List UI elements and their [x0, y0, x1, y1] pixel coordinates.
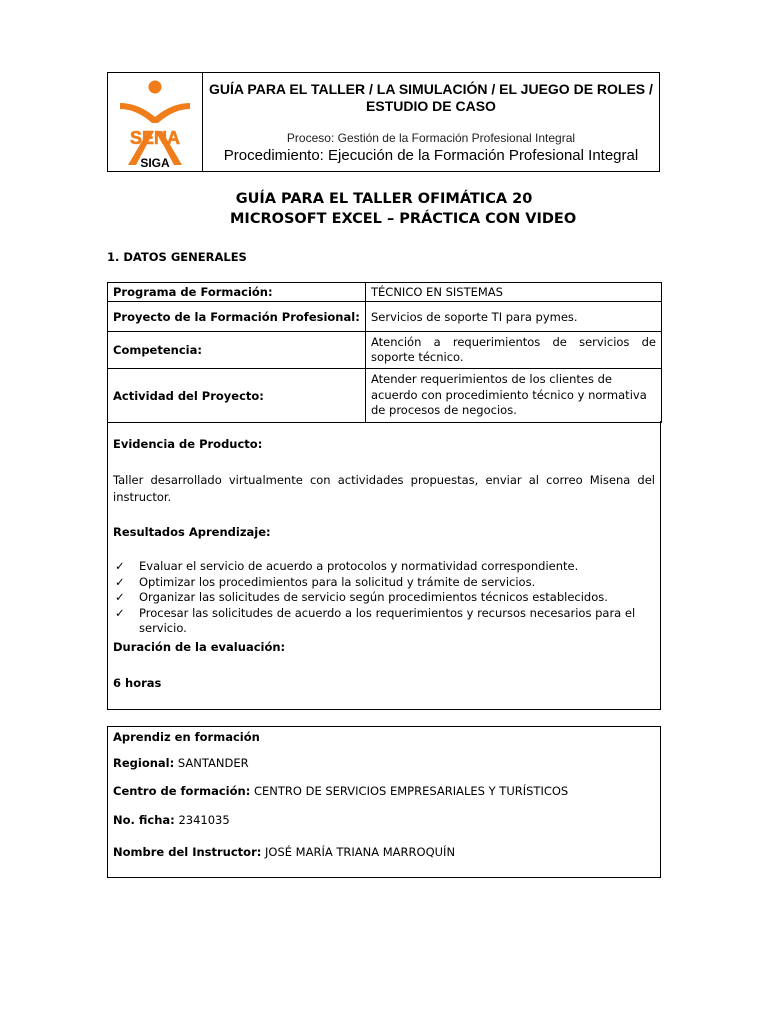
table-cell-value: Atender requerimientos de los clientes de acuerdo con procedimiento técnico y normativa de procesos de negocios. [366, 369, 662, 423]
table-cell-value: TÉCNICO EN SISTEMAS [366, 283, 662, 302]
instructor-label: Nombre del Instructor: [113, 845, 262, 859]
table-cell-value: Atención a requerimientos de servicios de soporte técnico. [366, 332, 662, 369]
doc-title-line1: GUÍA PARA EL TALLER OFIMÁTICA 20 [235, 191, 533, 207]
resultados-heading: Resultados Aprendizaje: [113, 525, 271, 539]
centro-label: Centro de formación: [113, 784, 251, 798]
duracion-heading: Duración de la evaluación: [113, 640, 286, 654]
doc-title-line2: MICROSOFT EXCEL – PRÁCTICA CON VIDEO [230, 211, 577, 227]
document-header [107, 72, 660, 172]
checkmark-icon: ✓ [115, 574, 125, 589]
table-cell-label: Actividad del Proyecto: [108, 369, 366, 423]
list-item: ✓ Optimizar los procedimientos para la solicitud y trámite de servicios. [115, 574, 536, 589]
section-heading: 1. DATOS GENERALES [107, 250, 247, 264]
sena-logo-icon [108, 73, 202, 171]
regional-row [113, 756, 249, 770]
duracion-value: 6 horas [113, 676, 162, 690]
table-cell-label: Programa de Formación: [108, 283, 366, 302]
table-row [108, 369, 662, 423]
datos-generales-table [107, 282, 662, 423]
evidencia-heading: Evidencia de Producto: [113, 437, 263, 451]
centro-row [113, 784, 568, 798]
svg-text:SIGA: SIGA [140, 156, 170, 170]
list-item: ✓ Evaluar el servicio de acuerdo a protocolos y normatividad correspondiente. [115, 559, 579, 573]
instructor-value: JOSÉ MARÍA TRIANA MARROQUÍN [261, 845, 456, 859]
aprendiz-box [107, 726, 661, 878]
centro-value: CENTRO DE SERVICIOS EMPRESARIALES Y TURÍSTICOS [250, 784, 569, 798]
header-procedimiento: Procedimiento: Ejecución de la Formación Profesional Integral [223, 147, 639, 164]
ficha-row [113, 813, 230, 827]
ficha-label: No. ficha: [113, 813, 175, 827]
evidencia-text: Taller desarrollado virtualmente con actividades propuestas, enviar al correo Misena del instructor. [113, 473, 655, 504]
table-row [108, 332, 662, 369]
table-row [108, 302, 662, 332]
checkmark-icon: ✓ [115, 559, 125, 573]
table-row [108, 283, 662, 302]
svg-text:SENA: SENA [129, 128, 181, 148]
regional-label: Regional: [113, 756, 175, 770]
checkmark-icon: ✓ [115, 605, 125, 620]
sena-logo-cell [108, 73, 203, 171]
instructor-row [113, 845, 455, 859]
table-cell-label: Competencia: [108, 332, 366, 369]
table-cell-label: Proyecto de la Formación Profesional: [108, 302, 366, 332]
list-item: ✓ Procesar las solicitudes de acuerdo a los requerimientos y recursos necesarios para el servicio. [115, 605, 636, 635]
ficha-value: 2341035 [174, 813, 230, 827]
checkmark-icon: ✓ [115, 590, 125, 604]
regional-value: SANTANDER [174, 756, 249, 770]
table-cell-value: Servicios de soporte TI para pymes. [366, 302, 662, 332]
evidencia-box [107, 421, 661, 710]
aprendiz-title: Aprendiz en formación [113, 730, 260, 744]
list-item: ✓ Organizar las solicitudes de servicio según procedimientos técnicos establecidos. [115, 590, 608, 604]
header-title: GUÍA PARA EL TALLER / LA SIMULACIÓN / EL JUEGO DE ROLES / ESTUDIO DE CASO [209, 81, 653, 114]
header-proceso: Proceso: Gestión de la Formación Profesional Integral [286, 131, 576, 145]
resultados-list [113, 559, 655, 637]
